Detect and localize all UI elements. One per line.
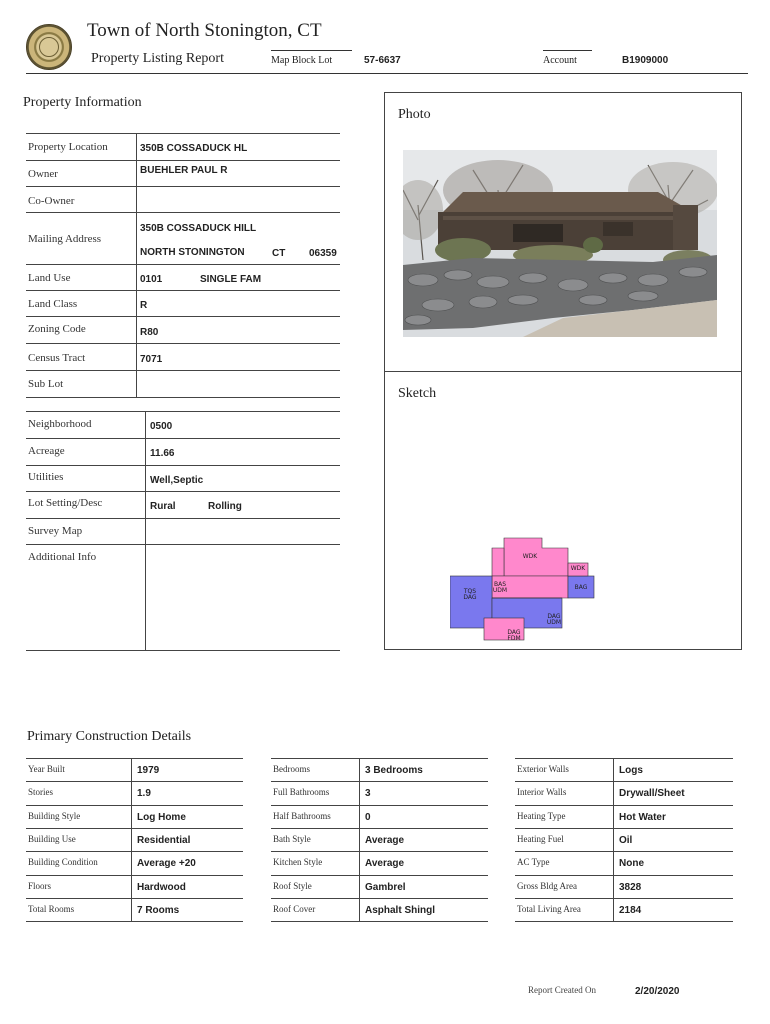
construction-value: 1979 bbox=[137, 765, 160, 776]
construction-row bbox=[515, 898, 733, 922]
construction-value: Average +20 bbox=[137, 858, 196, 870]
construction-row bbox=[515, 805, 733, 829]
construction-value: Hardwood bbox=[137, 881, 186, 893]
town-seal-logo bbox=[26, 24, 72, 70]
construction-value: Hot Water bbox=[619, 811, 666, 823]
construction-row bbox=[271, 805, 488, 829]
account-label: Account bbox=[543, 50, 592, 66]
construction-row bbox=[26, 828, 243, 852]
construction-value: Drywall/Sheet bbox=[619, 788, 685, 800]
map-block-lot-label: Map Block Lot bbox=[271, 50, 352, 66]
sketch-label-wdk: WDK bbox=[522, 553, 538, 560]
owner-label: Owner bbox=[28, 168, 58, 180]
construction-label: Building Condition bbox=[28, 857, 98, 868]
utilities-value: Well,Septic bbox=[150, 475, 204, 486]
row-lot-setting bbox=[26, 491, 340, 518]
additional-info-label: Additional Info bbox=[28, 551, 97, 563]
construction-value: 3828 bbox=[619, 881, 642, 893]
row-mailing-address bbox=[26, 212, 340, 265]
land-use-code: 0101 bbox=[140, 274, 163, 285]
construction-label: Total Rooms bbox=[28, 903, 75, 914]
construction-label: Kitchen Style bbox=[273, 857, 323, 868]
header-rule bbox=[26, 73, 748, 74]
construction-value: 1.9 bbox=[137, 788, 151, 800]
owner-value: BUEHLER PAUL R bbox=[140, 165, 228, 176]
neighborhood-label: Neighborhood bbox=[28, 418, 92, 430]
construction-value: Average bbox=[365, 858, 405, 870]
row-co-owner bbox=[26, 186, 340, 213]
utilities-label: Utilities bbox=[28, 471, 64, 483]
construction-row bbox=[515, 875, 733, 899]
sketch-title: Sketch bbox=[398, 386, 437, 401]
mailing-address-zip: 06359 bbox=[309, 248, 337, 259]
acreage-value: 11.66 bbox=[150, 448, 175, 459]
property-photo bbox=[403, 150, 717, 337]
property-info-col-divider bbox=[136, 133, 137, 397]
property-location-value: 350B COSSADUCK HL bbox=[140, 143, 248, 154]
construction-value: 3 Bedrooms bbox=[365, 765, 423, 776]
construction-value: Asphalt Shingl bbox=[365, 904, 435, 916]
building-sketch bbox=[450, 536, 596, 646]
construction-label: Half Bathrooms bbox=[273, 810, 331, 821]
construction-label: Floors bbox=[28, 880, 52, 891]
sketch-label-bag: BAG bbox=[574, 584, 588, 591]
construction-col-divider bbox=[613, 758, 614, 921]
sketch-label-wdk-2: WDK bbox=[570, 565, 586, 572]
property-info-title: Property Information bbox=[23, 95, 142, 110]
report-created-label: Report Created On bbox=[528, 985, 596, 995]
row-land-use bbox=[26, 264, 340, 291]
construction-label: Year Built bbox=[28, 764, 65, 774]
construction-bottom-rule bbox=[271, 921, 488, 922]
mailing-address-label: Mailing Address bbox=[28, 233, 102, 245]
construction-row bbox=[271, 758, 488, 782]
construction-col-divider bbox=[131, 758, 132, 921]
sketch-label-dag-3: DAG bbox=[507, 629, 521, 636]
construction-row bbox=[271, 781, 488, 805]
property-location-label: Property Location bbox=[28, 141, 108, 153]
construction-bottom-rule bbox=[26, 921, 243, 922]
report-created-date: 2/20/2020 bbox=[635, 986, 680, 997]
construction-label: Heating Type bbox=[517, 810, 566, 821]
acreage-label: Acreage bbox=[28, 445, 65, 457]
property-info-bottom-rule bbox=[26, 397, 340, 398]
construction-row bbox=[271, 898, 488, 922]
construction-row bbox=[26, 875, 243, 899]
construction-label: Full Bathrooms bbox=[273, 787, 330, 798]
census-tract-value: 7071 bbox=[140, 354, 163, 365]
sub-lot-label: Sub Lot bbox=[28, 378, 64, 390]
construction-label: Exterior Walls bbox=[517, 764, 569, 774]
construction-value: Gambrel bbox=[365, 881, 406, 893]
construction-col-divider bbox=[359, 758, 360, 921]
construction-bottom-rule bbox=[515, 921, 733, 922]
construction-label: Bedrooms bbox=[273, 764, 310, 774]
construction-label: Bath Style bbox=[273, 833, 311, 844]
row-sub-lot bbox=[26, 370, 340, 397]
row-land-class bbox=[26, 290, 340, 317]
construction-label: Stories bbox=[28, 787, 54, 798]
construction-row bbox=[515, 781, 733, 805]
row-neighborhood bbox=[26, 411, 340, 438]
construction-row bbox=[271, 851, 488, 875]
sketch-label-bas: BAS bbox=[493, 581, 507, 588]
land-use-desc: SINGLE FAM bbox=[200, 274, 262, 285]
mailing-address-city: NORTH STONINGTON bbox=[140, 247, 245, 258]
land-use-label: Land Use bbox=[28, 272, 71, 284]
sketch-label-tqs: TQS bbox=[463, 588, 477, 595]
construction-value: Logs bbox=[619, 765, 643, 776]
construction-label: Roof Style bbox=[273, 880, 312, 891]
sketch-label-udm: UDM bbox=[492, 587, 508, 594]
mailing-address-line1: 350B COSSADUCK HILL bbox=[140, 223, 257, 234]
row-utilities bbox=[26, 465, 340, 492]
construction-label: Total Living Area bbox=[517, 903, 581, 914]
row-additional-info bbox=[26, 544, 340, 651]
construction-value: 7 Rooms bbox=[137, 904, 180, 916]
map-block-lot-value: 57-6637 bbox=[364, 55, 401, 66]
town-title: Town of North Stonington, CT bbox=[87, 20, 322, 41]
photo-title: Photo bbox=[398, 107, 431, 122]
panel-divider bbox=[384, 371, 742, 372]
construction-row bbox=[26, 805, 243, 829]
sketch-label-fdm: FDM bbox=[507, 635, 521, 642]
construction-label: Roof Cover bbox=[273, 903, 316, 914]
row-survey-map bbox=[26, 518, 340, 545]
construction-row bbox=[26, 898, 243, 922]
construction-value: 3 bbox=[365, 788, 371, 800]
row-owner bbox=[26, 160, 340, 187]
construction-value: 2184 bbox=[619, 904, 642, 916]
census-tract-label: Census Tract bbox=[28, 352, 86, 364]
row-acreage bbox=[26, 438, 340, 465]
property-info-col-divider-2 bbox=[145, 411, 146, 650]
construction-label: Heating Fuel bbox=[517, 833, 564, 844]
lot-desc-value: Rolling bbox=[208, 501, 242, 512]
property-info-bottom-rule-2 bbox=[26, 650, 340, 651]
construction-row bbox=[515, 758, 733, 782]
construction-row bbox=[271, 875, 488, 899]
sketch-label-dag-2: DAG bbox=[547, 613, 561, 620]
construction-label: Interior Walls bbox=[517, 787, 567, 798]
sketch-label-udm-2: UDM bbox=[546, 619, 562, 626]
construction-row bbox=[515, 828, 733, 852]
co-owner-label: Co-Owner bbox=[28, 195, 75, 207]
row-census-tract bbox=[26, 343, 340, 370]
construction-value: Oil bbox=[619, 834, 633, 846]
report-title: Property Listing Report bbox=[91, 51, 224, 66]
construction-row bbox=[26, 758, 243, 782]
row-zoning-code bbox=[26, 316, 340, 343]
construction-value: Residential bbox=[137, 834, 191, 846]
construction-value: None bbox=[619, 858, 644, 870]
construction-value: Average bbox=[365, 834, 405, 846]
lot-setting-value: Rural bbox=[150, 501, 176, 512]
construction-value: 0 bbox=[365, 811, 371, 823]
land-class-label: Land Class bbox=[28, 298, 78, 310]
zoning-code-value: R80 bbox=[140, 327, 159, 338]
account-value: B1909000 bbox=[622, 55, 669, 66]
construction-value: Log Home bbox=[137, 811, 186, 823]
construction-row bbox=[515, 851, 733, 875]
neighborhood-value: 0500 bbox=[150, 421, 173, 432]
construction-label: Gross Bldg Area bbox=[517, 880, 577, 891]
land-class-value: R bbox=[140, 300, 148, 311]
zoning-code-label: Zoning Code bbox=[28, 323, 86, 335]
construction-row bbox=[26, 781, 243, 805]
construction-title: Primary Construction Details bbox=[27, 729, 192, 744]
construction-row bbox=[26, 851, 243, 875]
construction-label: AC Type bbox=[517, 857, 550, 868]
survey-map-label: Survey Map bbox=[28, 525, 83, 537]
construction-label: Building Style bbox=[28, 810, 81, 821]
mailing-address-state: CT bbox=[272, 248, 286, 259]
lot-setting-label: Lot Setting/Desc bbox=[28, 497, 103, 509]
construction-label: Building Use bbox=[28, 833, 76, 844]
row-property-location bbox=[26, 133, 340, 160]
sketch-label-dag: DAG bbox=[463, 594, 477, 601]
construction-row bbox=[271, 828, 488, 852]
